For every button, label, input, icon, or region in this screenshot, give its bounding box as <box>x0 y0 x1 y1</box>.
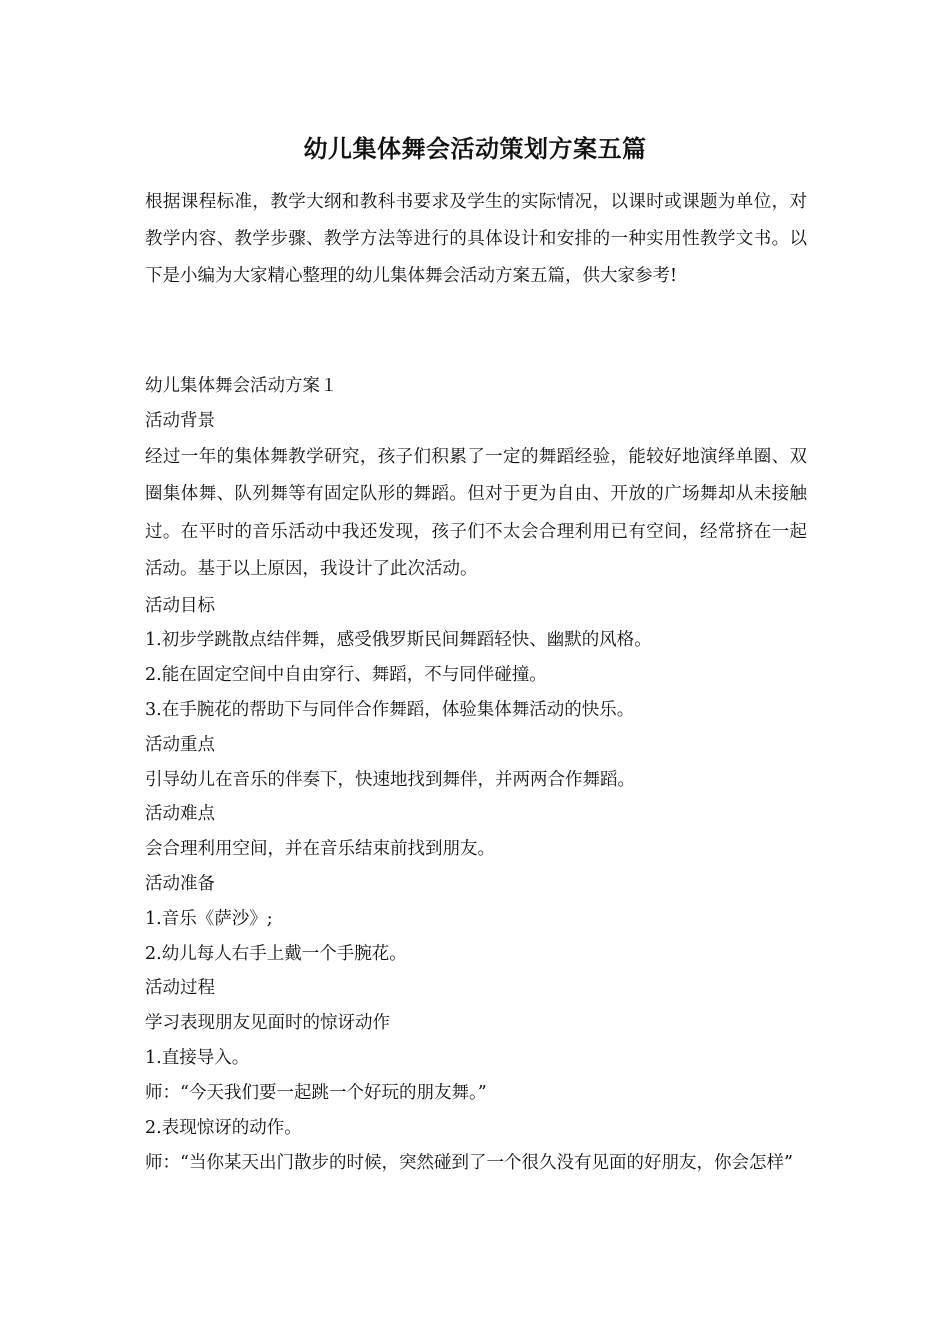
background-paragraph: 经过一年的集体舞教学研究，孩子们积累了一定的舞蹈经验，能较好地演绎单圈、双圈集体舞、队列舞等有固定队形的舞蹈。但对于更为自由、开放的广场舞却从未接触过。在平时的音乐活动中我还发现，孩子们不太会合理利用已有空间，经常挤在一起活动。基于以上原因，我设计了此次活动。 <box>145 446 807 580</box>
goals-heading: 活动目标 <box>145 595 215 616</box>
document-title: 幼儿集体舞会活动策划方案五篇 <box>303 134 647 163</box>
goal-item: 2.能在固定空间中自由穿行、舞蹈，不与同伴碰撞。 <box>145 665 547 686</box>
prep-item: 1.音乐《萨沙》; <box>145 908 273 929</box>
background-heading: 活动背景 <box>145 410 215 431</box>
process-step: 2.表现惊讶的动作。 <box>145 1117 302 1138</box>
difficulty-heading: 活动难点 <box>145 804 215 825</box>
prep-heading: 活动准备 <box>145 873 215 894</box>
difficulty-text: 会合理利用空间，并在音乐结束前找到朋友。 <box>145 839 495 860</box>
goal-item: 3.在手腕花的帮助下与同伴合作舞蹈，体验集体舞活动的快乐。 <box>145 699 635 720</box>
process-step: 1.直接导入。 <box>145 1047 250 1068</box>
key-heading: 活动重点 <box>145 734 215 755</box>
process-step: 师：“今天我们要一起跳一个好玩的朋友舞。” <box>145 1082 487 1103</box>
section-title: 幼儿集体舞会活动方案１ <box>145 376 338 396</box>
process-subheading: 学习表现朋友见面时的惊讶动作 <box>145 1013 390 1034</box>
document-body <box>145 369 807 1183</box>
process-heading: 活动过程 <box>145 978 215 999</box>
key-text: 引导幼儿在音乐的伴奏下，快速地找到舞伴，并两两合作舞蹈。 <box>145 769 635 790</box>
goal-item: 1.初步学跳散点结伴舞，感受俄罗斯民间舞蹈轻快、幽默的风格。 <box>145 630 652 651</box>
process-step: 师：“当你某天出门散步的时候，突然碰到了一个很久没有见面的好朋友，你会怎样” <box>145 1153 793 1174</box>
intro-paragraph: 根据课程标准，教学大纲和教科书要求及学生的实际情况，以课时或课题为单位，对教学内容、教学步骤、教学方法等进行的具体设计和安排的一种实用性教学文书。以下是小编为大家精心整理的幼儿集体舞会活动方案五篇，供大家参考! <box>145 192 807 286</box>
prep-item: 2.幼儿每人右手上戴一个手腕花。 <box>145 943 407 964</box>
